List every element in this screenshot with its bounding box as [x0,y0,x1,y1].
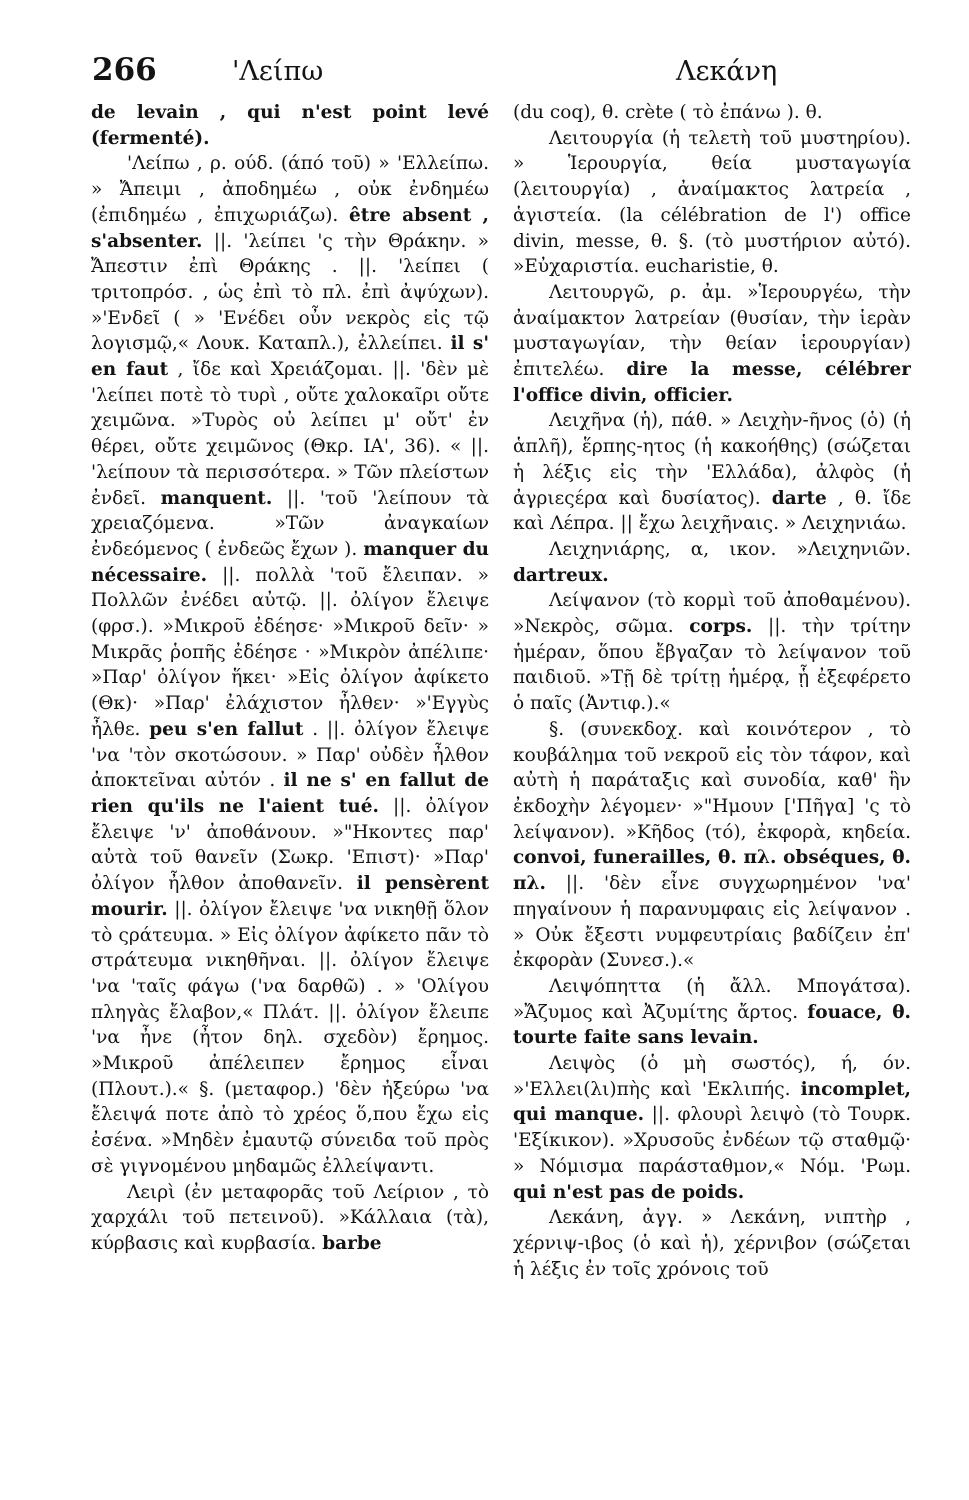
french-translation: de levain , qui n'est point levé (fermenté). [91,102,489,149]
dictionary-entry [513,1051,911,1205]
greek-text: ||. 'δὲν εἶνε συγχωρημένον 'να' πηγαίνουν ἡ παρανυμφαις εἰς λείψανον . » Οὐκ ἔξεστι νυμφευτρίαις βαδίζειν ἐπ' ἐκφορὰν (Συνεσ.).« [513,873,911,972]
dictionary-entry [513,408,911,537]
dictionary-entry [91,1180,489,1257]
greek-text: ||. 'τοῦ 'λείπουν τὰ χρειαζόμενα. »Τῶν ἀναγκαίων ἐνδεόμενος ( ἐνδεῶς ἔχων ). [91,487,489,560]
dictionary-entry [513,717,911,974]
greek-text: ||. 'λείπει 'ς τὴν Θράκην. » Ἄπεστιν ἐπὶ Θράκης . ||. 'λείπει ( τριτοπρόσ. , ὡς ἐπὶ τὸ πλ. ἐπὶ ἀψύχων). »'Ενδεῖ ( » 'Ενέδει οὖν νεκρὸς εἰς τῷ λογισμῷ,« Λουκ. Καταπλ.), ἐλλείπει. [91,230,489,355]
french-translation: il s' en faut [91,333,489,381]
continued-text [91,100,489,151]
french-translation: corps. [689,616,753,638]
greek-text: Λειψὸς (ὁ μὴ σωστός), ή, όν. »'Ελλει(λι)πὴς καὶ 'Εκλιπής. [513,1053,911,1100]
greek-text: Λεκάνη, ἀγγ. » Λεκάνη, νιπτὴρ , χέρνιψ-ιβος (ὁ καὶ ἡ), χέρνιβον (σώζεται ἡ λέξις ἐν τοῖς χρόνοις τοῦ [513,1207,911,1280]
french-translation: peu s'en fallut [149,718,304,740]
french-translation: manquent. [160,487,273,509]
continued-text [513,100,911,126]
greek-text: , θ. ἴδε καὶ Λέπρα. || ἔχω λειχῆναις. » Λειχηνιάω. [513,487,911,535]
greek-text: Λειχηνιάρης, α, ικον. »Λειχηνιῶν. [549,538,911,560]
greek-text: (du coq), θ. crète ( τὸ ἐπάνω ). θ. [513,102,823,123]
french-translation: manquer du nécessaire. [91,538,489,586]
dictionary-entry [513,1205,911,1282]
greek-text: Λείψανον (τὸ κορμὶ τοῦ ἀποθαμένου). »Νεκρὸς, σῶμα. [513,590,911,638]
french-translation: être absent , s'absenter. [91,204,489,252]
greek-text: ||. τὴν τρίτην ἡμέραν, ὅπου ἔβγαζαν τὸ λείψανον τοῦ παιδιοῦ. »Τῇ δὲ τρίτῃ ἡμέρᾳ, ᾗ ἐξεφέρετο ὁ παῖς (Ἀντιφ.).« [513,616,911,715]
greek-text: . ||. ὀλίγον ἔλειψε 'να 'τὸν σκοτώσουν. » Παρ' οὐδὲν ἦλθον ἀποκτεῖναι αὐτόν . [91,718,489,792]
header-first-word: 'Λείπω [232,56,324,87]
greek-text: Λειχῆνα (ἡ), πάθ. » Λειχὴν-ῆνος (ὁ) (ἡ ἁπλῆ), ἕρπης-ητος (ἡ κακοήθης) (σώζεται ἡ λέξις εἰς τὴν 'Ελλάδα), ἀλφὸς (ἡ ἀγριεςέρα καὶ δυσίατος). [513,410,911,509]
dictionary-entry [513,588,911,717]
greek-text: §. (συνεκδοχ. καὶ κοινότερον , τὸ κουβάλημα τοῦ νεκροῦ εἰς τὸν τάφον, καὶ αὐτὴ ἡ παράταξις καὶ συνοδία, καθ' ἣν ἐκδοχὴν λέγομεν· »"Ημουν ['Πῆγα] 'ς τὸ λείψανον). »Κῆδος (τό), ἐκφορὰ, κηδεία. [513,718,911,843]
dictionary-entry [513,974,911,1051]
dictionary-entry [513,280,911,409]
french-translation: fouace, θ. tourte faite sans levain. [513,1001,911,1049]
dictionary-entry [513,537,911,588]
french-translation: dartreux. [513,564,609,586]
page-header [0,52,969,96]
french-translation: darte [771,487,827,509]
dictionary-entry [513,126,911,280]
greek-text: ||. ὀλίγον ἔλειψε 'να νικηθῇ ὅλον τὸ ςράτευμα. » Εἰς ὀλίγον ἀφίκετο πᾶν τὸ στράτευμα νικηθῆναι. ||. ὀλίγον ἔλειψε 'να 'ταῖς φάγω ('να δαρθῶ) . » 'Ολίγου πληγὰς ἔλαβον,« Πλάτ. ||. ὀλίγον ἔλειπε 'να ἦνε (ἦτον δηλ. σχεδὸν) ἔρημος. »Μικροῦ ἀπέλειπεν ἔρημος εἶναι (Πλουτ.).« §. (μεταφορ.) 'δὲν ἠξεύρω 'να ἔλειψά ποτε ἀπὸ τὸ χρέος ὅ,που ἔχω εἰς ἐσένα. »Μηδὲν ἐμαυτῷ σύνειδα τοῦ πρὸς σὲ γιγνομένου μηδαμῶς ἐλλείψαντι. [91,898,489,1177]
greek-text: ||. ὀλίγον ἔλειψε 'ν' ἀποθάνουν. »"Ηκοντες παρ' αὐτὰ τοῦ θανεῖν (Σωκρ. 'Επιστ)· »Παρ' ὀλίγον ἦλθον ἀποθανεῖν. [91,795,489,895]
french-translation: qui n'est pas de poids. [513,1181,745,1203]
dictionary-entry [91,151,489,1179]
greek-text: Λειψόπηττα (ἡ ἄλλ. Μπογάτσα). »Ἄζυμος καὶ Ἀζυμίτης ἄρτος. [513,975,911,1023]
french-translation: convoi, funerailles, θ. πλ. obséques, θ. πλ. [513,847,911,895]
greek-text: 'Λείπω , ρ. ούδ. (άπό τοῦ) » 'Ελλείπω. » Ἄπειμι , ἀποδημέω , οὐκ ἐνδημέω (ἐπιδημέω , ἐπιχωριάζω). [91,153,489,226]
greek-text: , ἴδε καὶ Χρειάζομαι. ||. 'δὲν μὲ 'λείπει ποτὲ τὸ τυρὶ , οὔτε χαλοκαῖρι οὔτε χειμῶνα. »Τυρὸς οὐ λείπει μ' οὔτ' ἐν θέρει, οὔτε χειμῶνος (Θκρ. ΙΑ', 36). « ||. 'λείπουν τὰ περισσότερα. » Τῶν πλείστων ἐνδεῖ. [91,359,489,509]
french-translation: dire la messe, célébrer l'office divin, officier. [513,359,911,406]
right-column [513,100,911,1440]
french-translation: il ne s' en fallut de rien qu'ils ne l'aient tué. [91,770,489,817]
page-number: 266 [92,52,157,88]
left-column [91,100,489,1440]
header-last-word: Λεκάνη [676,56,778,87]
greek-text: Λειτουργία (ἡ τελετὴ τοῦ μυστηρίου). » Ἱερουργία, θεία μυσταγωγία (λειτουργία) , ἀναίμακτος λατρεία , ἁγιστεία. (la célébration de l') office divin, messe, θ. §. (τὸ μυστήριον αὐτό). »Εὐχαριστία. eucharistie, θ. [513,127,911,278]
french-translation: barbe [322,1232,382,1254]
greek-text: ||. πολλὰ 'τοῦ ἔλειπαν. » Πολλῶν ἐνέδει αὐτῷ. ||. ὀλίγον ἔλειψε (φρσ.). »Μικροῦ ἐδέησε· »Μικροῦ δεῖν· » Μικρᾶς ῥοπῆς ἐδέησε · »Μικρὸν ἀπέλιπε· »Παρ' ὀλίγον ἥκει· »Εἰς ὀλίγον ἀφίκετο (Θκ)· »Παρ' ἐλάχιστον ἦλθεν· »'Εγγὺς ἦλθε. [91,564,489,740]
french-translation: incomplet, qui manque. [513,1078,911,1126]
greek-text: ||. φλουρὶ λειψὸ (τὸ Τουρκ. 'Εξίκικον). »Χρυσοῦς ἐνδέων τῷ σταθμῷ· » Νόμισμα παράσταθμον,« Νόμ. 'Ρωμ. [513,1104,911,1177]
greek-text: Λειτουργῶ, ρ. ἀμ. »Ἱερουργέω, τὴν ἀναίμακτον λατρείαν (θυσίαν, τὴν ἱερὰν μυσταγωγίαν, τὴν θείαν ἱερουργίαν) ἐπιτελέω. [513,281,911,381]
french-translation: il pensèrent mourir. [91,873,489,920]
greek-text: Λειρὶ (ἐν μεταφορᾶς τοῦ Λείριον , τὸ χαρχάλι τοῦ πετεινοῦ). »Κάλλαια (τὰ), κύρβασις καὶ κυρβασία. [91,1181,489,1254]
